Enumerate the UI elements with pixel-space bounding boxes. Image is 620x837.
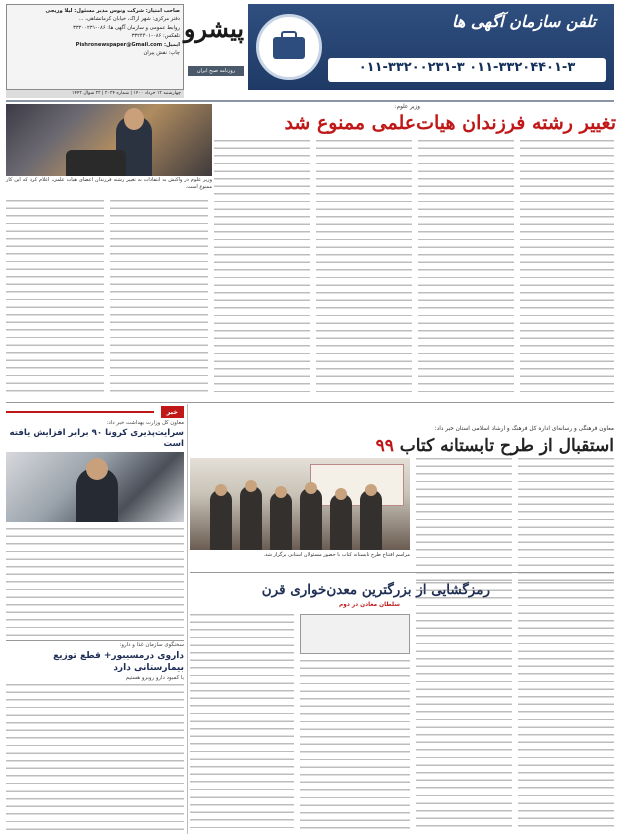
- article2-photo: [190, 458, 410, 550]
- article3-column: [300, 660, 410, 832]
- sidebar-news2-sub: با کمبود دارو روبرو هستیم: [125, 675, 184, 681]
- article1-headline[interactable]: تغییر رشته فرزندان هیات‌علمی ممنوع شد: [284, 112, 616, 134]
- sidebar-news-body: [6, 528, 184, 638]
- article2-photo-caption: مراسم افتتاح طرح تابستانه کتاب با حضور مسئولان استانی برگزار شد.: [263, 552, 410, 558]
- header-rule: [6, 100, 614, 102]
- column-divider: [187, 404, 188, 834]
- article3-quote-box: [300, 614, 410, 654]
- article2-headline[interactable]: [240, 436, 614, 456]
- article1-column: [316, 140, 412, 396]
- masthead-title: پیشرو: [183, 14, 244, 43]
- sidebar-news2-body: [6, 684, 184, 832]
- pr-phone-line: روابط عمومی و سازمان آگهی ها: ۰۸۶-۳۳۲۰۰۲۳۱: [73, 24, 180, 31]
- ad-phone-numbers: ۰۱۱-۳۳۲۰۰۲۳۱-۳ ۰۱۱-۳۳۲۰۴۴۰۱-۳: [358, 60, 576, 75]
- article2-headline-number: ۹۹: [375, 436, 394, 456]
- article1-column: [520, 140, 614, 396]
- publisher-line: صاحب امتیاز: شرکت ونوس مدیر مسئول: لیلا وریجی: [45, 8, 180, 14]
- article2-headline-text: استقبال از طرح تابستانه کتاب: [399, 436, 614, 456]
- article1-photo: [6, 104, 212, 176]
- fax-line: تلفکس: ۰۸۶-۳۳۲۴۴۰۱: [131, 33, 180, 40]
- section-divider: [190, 572, 614, 573]
- address-line: دفتر مرکزی: شهر اراک، خیابان کرمانشاهی، ...: [78, 16, 180, 23]
- sidebar-divider: [6, 640, 184, 641]
- sidebar-news-kicker: معاون کل وزارت بهداشت خبر داد:: [106, 420, 184, 426]
- issue-date-bar: چهارشنبه ۱۲ خرداد ۱۴۰۰ | شماره ۲۰۲۴ | ۲۲ شوال ۱۴۴۲: [6, 90, 184, 98]
- sidebar-news-photo: [6, 452, 184, 522]
- ad-title: تلفن سازمان آگهی ها: [451, 12, 596, 31]
- section-divider: [6, 402, 614, 403]
- article1-column: [418, 140, 514, 396]
- publisher-info-box: [6, 4, 184, 90]
- sidebar-news2-headline[interactable]: داروی درمسیبور+ قطع توزیع بیمارستانی دارد: [53, 651, 184, 673]
- newspaper-logo: [183, 6, 246, 86]
- article3-subline: سلطان معادن در دوم: [339, 602, 400, 608]
- article3-column: [416, 582, 512, 832]
- printing-line: چاپ: نقش پیران: [143, 50, 180, 57]
- article1-kicker: وزیر علوم:: [394, 104, 420, 110]
- sidebar-news2-kicker: سخنگوی سازمان غذا و دارو:: [119, 642, 184, 648]
- email-line[interactable]: ایمیل: Pishronewspaper@Gmail.com: [75, 41, 180, 48]
- article1-column: [110, 200, 208, 396]
- article1-column: [6, 200, 104, 396]
- article2-column: [416, 458, 512, 582]
- news-label: خبر: [161, 406, 184, 418]
- article2-kicker: معاون فرهنگی و رسانه‌ای اداره کل فرهنگ و ارشاد اسلامی استان خبر داد:: [434, 426, 614, 432]
- article3-column: [190, 614, 294, 832]
- news-section-label: [6, 406, 184, 418]
- article3-headline[interactable]: رمزگشایی از بزرگترین معدن‌خواری قرن: [261, 582, 490, 598]
- article1-photo-caption: وزیر علوم در واکنش به انتقادات به تغییر رشته فرزندان اعضای هیات علمی، اعلام کرد که این کار ممنوع است.: [6, 177, 212, 190]
- advertising-banner[interactable]: [248, 4, 614, 90]
- article2-column: [518, 458, 614, 582]
- sidebar-news-headline[interactable]: سرایت‌پذیری کرونا ۹۰ برابر افزایش یافته است: [9, 428, 184, 449]
- masthead-header: [0, 0, 620, 100]
- masthead-tagline: روزنامه صبح ایران: [188, 66, 244, 76]
- article3-column: [518, 582, 614, 832]
- phone-icon: [256, 14, 322, 80]
- article1-column: [214, 140, 310, 396]
